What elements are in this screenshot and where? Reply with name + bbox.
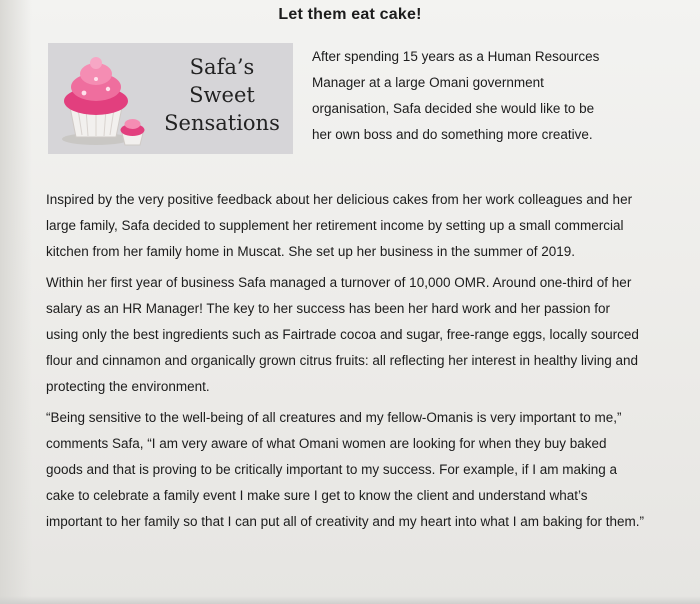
business-name-line-1: Safa’s: [189, 55, 255, 79]
business-name-line-2: Sweet: [189, 83, 255, 107]
paragraph-2: Within her first year of business Safa managed a turnover of 10,000 OMR. Around one-third of her salary as an HR Manager! The key to her success has been her hard work and her passion for using only the best ingredients such as Fairtrade cocoa and sugar, free-range eggs, locally sourced flour and cinnamon and organically grown citrus fruits: all reflecting her interest in healthy living and protecting the environment.: [46, 275, 639, 394]
page-title: Let them eat cake!: [278, 6, 422, 23]
business-name: [152, 53, 292, 137]
page-edge-shadow: [0, 0, 32, 604]
intro-paragraph: After spending 15 years as a Human Resources Manager at a large Omani government organisation, Safa decided she would like to be her own boss and do something more creative.: [312, 49, 600, 142]
article-body: [46, 187, 646, 540]
paragraph-1: Inspired by the very positive feedback about her delicious cakes from her work colleagues and her large family, Safa decided to supplement her retirement income by setting up a small commercial kitchen from her family home in Muscat. She set up her business in the summer of 2019.: [46, 192, 633, 259]
business-name-line-3: Sensations: [164, 111, 280, 135]
paragraph-3: “Being sensitive to the well-being of all creatures and my fellow-Omanis is very important to me,” comments Safa, “I am very aware of what Omani women are looking for when they buy baked goods and that is proving to be critically important to my success. For example, if I am making a cake to celebrate a family event I make sure I get to know the client and understand what’s important to her family so that I can put all of creativity and my heart into what I am baking for them.”: [46, 410, 645, 529]
cupcake-icon: [56, 49, 148, 149]
brand-banner: [48, 43, 293, 154]
page-bottom-shadow: [0, 596, 700, 604]
